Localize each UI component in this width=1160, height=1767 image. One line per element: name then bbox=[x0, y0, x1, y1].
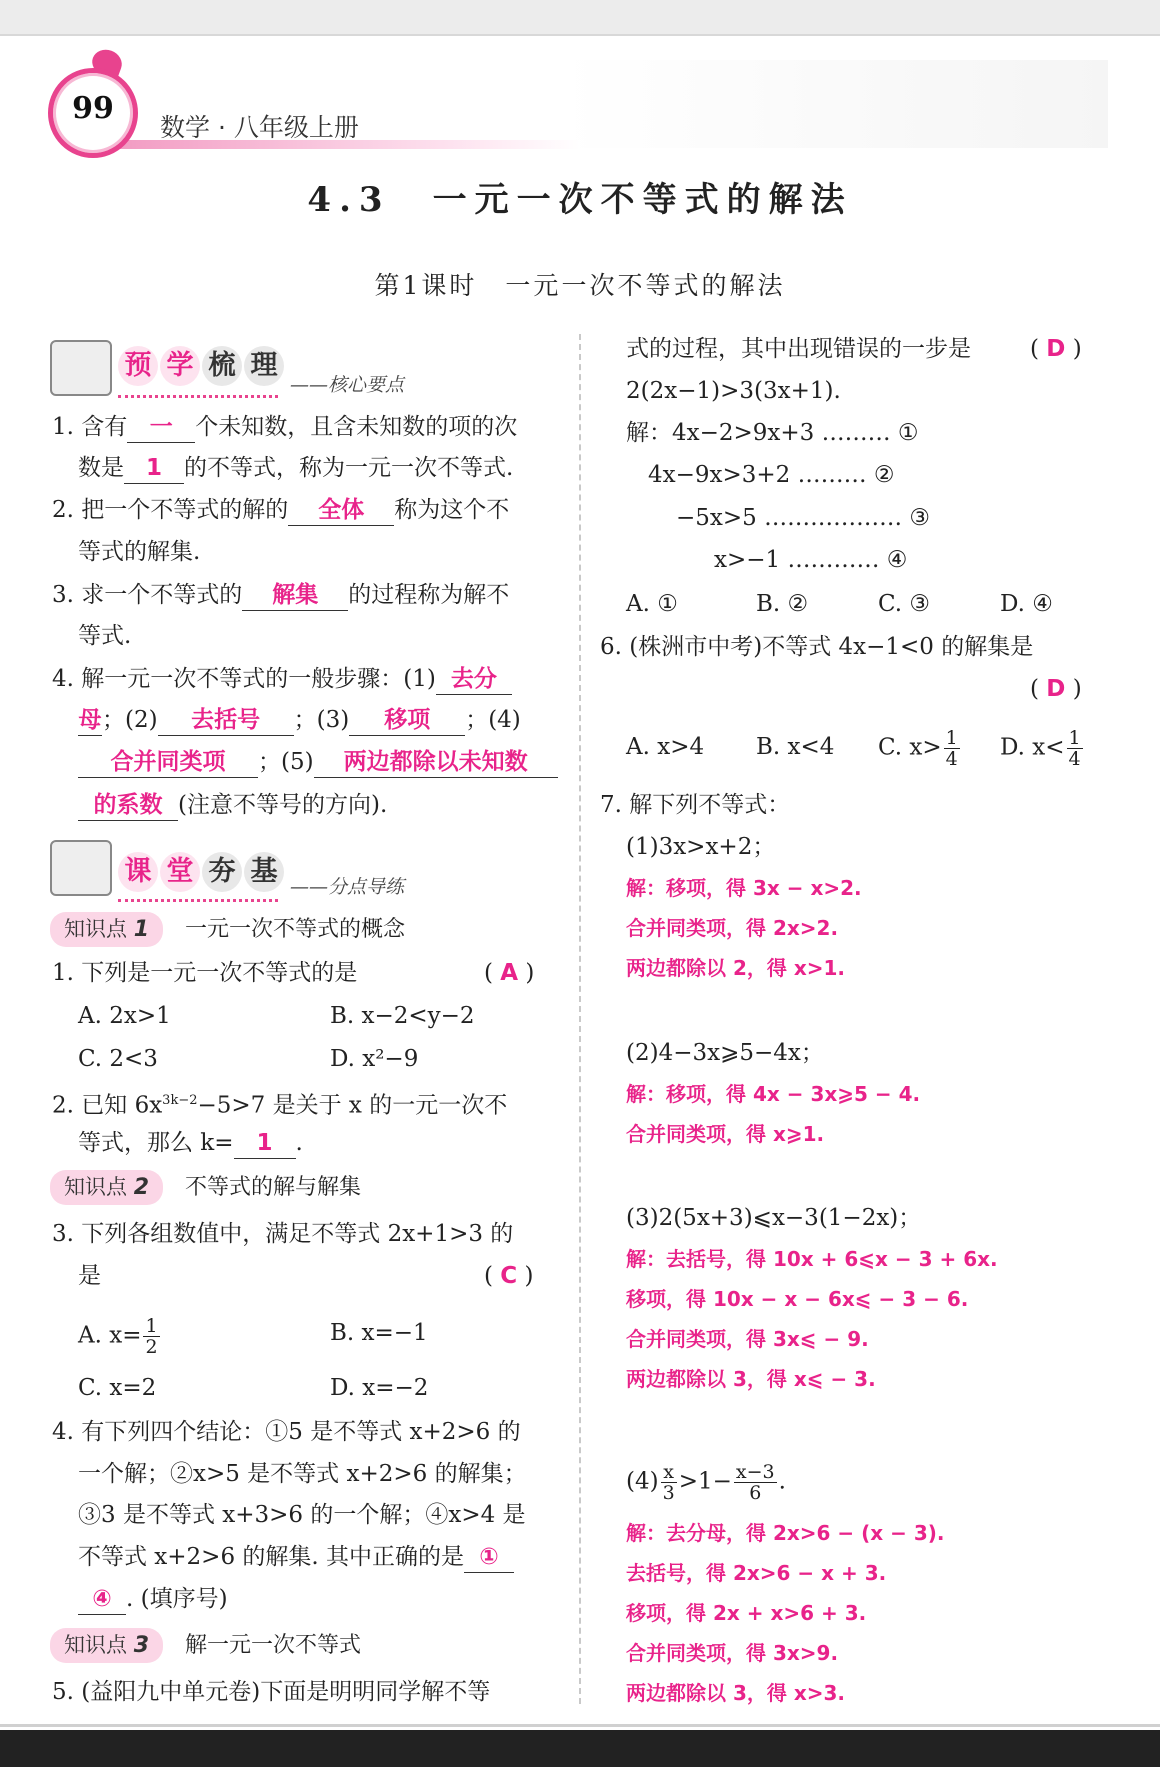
preview-q1-line2: 数是 1 的不等式，称为一元一次不等式. bbox=[78, 453, 513, 484]
q7-p1-solution-line: 解：移项，得 3x − x>2. bbox=[626, 876, 862, 900]
classroom-banner-subtitle: ——分点导练 bbox=[290, 876, 405, 898]
banner-char: 堂 bbox=[160, 852, 200, 892]
banner-char: 梳 bbox=[202, 346, 242, 386]
q4-line2: 一个解；②x>5 是不等式 x+2>6 的解集； bbox=[78, 1461, 527, 1487]
backpack-icon bbox=[50, 840, 112, 896]
q3-option-b: B. x=−1 bbox=[330, 1320, 428, 1346]
q4-line5: ④ . (填序号) bbox=[78, 1584, 228, 1615]
bottom-line bbox=[0, 1724, 1160, 1727]
q5-step-3: −5x>5 ……………… ③ bbox=[676, 505, 931, 531]
header-shade bbox=[560, 60, 1108, 148]
preview-q4-line1: 4. 解一元一次不等式的一般步骤：(1) 去分 bbox=[52, 664, 512, 695]
preview-q2-line2: 等式的解集. bbox=[78, 539, 201, 565]
q1-option-b: B. x−2<y−2 bbox=[330, 1003, 475, 1029]
q7-p4-solution-line: 两边都除以 3，得 x>3. bbox=[626, 1681, 846, 1705]
preview-q3-line1: 3. 求一个不等式的 解集 的过程称为解不 bbox=[52, 580, 509, 611]
q7-p3-solution-line: 合并同类项，得 3x⩽ − 9. bbox=[626, 1327, 869, 1351]
q5-option-a: A. ① bbox=[626, 591, 678, 617]
q2-line1: 2. 已知 $6x^{3k-2}-5>7$ 是关于 x 的一元一次不 bbox=[52, 1092, 508, 1119]
classroom-banner bbox=[118, 852, 286, 896]
banner-char: 基 bbox=[244, 852, 284, 892]
q7-p3-solution-line: 移项，得 10x − x − 6x⩽ − 3 − 6. bbox=[626, 1287, 969, 1311]
q1-stem: 1. 下列是一元一次不等式的是 bbox=[52, 960, 358, 986]
q7-part-3: (3)2(5x+3)⩽x−3(1−2x)； bbox=[626, 1205, 922, 1231]
q3-option-a: A. x= $\frac{1}{2}$ bbox=[78, 1315, 158, 1358]
q5-line1: 5. (益阳九中单元卷)下面是明明同学解不等 bbox=[52, 1679, 491, 1705]
banner-underline bbox=[118, 392, 278, 398]
q7-p2-solution-line: 解：移项，得 4x − 3x⩾5 − 4. bbox=[626, 1082, 921, 1106]
q4-line4: 不等式 x+2>6 的解集. 其中正确的是 ① bbox=[78, 1542, 514, 1573]
q3-option-d: D. x=−2 bbox=[330, 1375, 429, 1401]
q5-line2: 式的过程，其中出现错误的一步是 bbox=[626, 336, 971, 362]
book-title: 数学 · 八年级上册 bbox=[160, 113, 359, 142]
bottom-bar bbox=[0, 1730, 1160, 1767]
preview-q1-line1: 1. 含有 一 个未知数，且含未知数的项的次 bbox=[52, 412, 517, 443]
q5-option-c: C. ③ bbox=[878, 591, 931, 617]
knowledge-point-3: 知识点 3 解一元一次不等式 bbox=[50, 1628, 361, 1662]
banner-underline bbox=[118, 896, 278, 902]
column-divider bbox=[579, 334, 581, 1704]
preview-q4-line2: 母；(2) 去括号 ；(3) 移项 ；(4) bbox=[78, 705, 521, 736]
preview-q4-line3: 合并同类项 ；(5) 两边都除以未知数 bbox=[78, 747, 558, 778]
q1-option-d: D. x²−9 bbox=[330, 1046, 419, 1072]
q7-part-1: (1)3x>x+2； bbox=[626, 834, 776, 860]
q6-stem: 6. (株洲市中考)不等式 4x−1<0 的解集是 bbox=[600, 634, 1034, 660]
banner-char: 理 bbox=[244, 346, 284, 386]
page-number-badge bbox=[48, 68, 138, 158]
lesson-title: 第1课时 一元一次不等式的解法 bbox=[374, 271, 786, 300]
knowledge-point-1: 知识点 1 一元一次不等式的概念 bbox=[50, 912, 405, 946]
q7-stem: 7. 解下列不等式： bbox=[600, 792, 791, 818]
knowledge-point-2: 知识点 2 不等式的解与解集 bbox=[50, 1170, 361, 1204]
q5-step-4: x>−1 ………… ④ bbox=[714, 547, 908, 573]
q5-inequality: 2(2x−1)>3(3x+1). bbox=[626, 378, 841, 404]
q1-option-c: C. 2<3 bbox=[78, 1046, 158, 1072]
banner-char: 夯 bbox=[202, 852, 242, 892]
q1-option-a: A. 2x>1 bbox=[78, 1003, 171, 1029]
q4-line3: ③3 是不等式 x+3>6 的一个解；④x>4 是 bbox=[78, 1502, 526, 1528]
q7-p2-solution-line: 合并同类项，得 x⩾1. bbox=[626, 1122, 825, 1146]
q5-step-1: 解：4x−2>9x+3 ……… ① bbox=[626, 420, 919, 446]
q4-line1: 4. 有下列四个结论：①5 是不等式 x+2>6 的 bbox=[52, 1419, 521, 1445]
preview-q2-line1: 2. 把一个不等式的解的 全体 称为这个不 bbox=[52, 495, 509, 526]
q7-p1-solution-line: 合并同类项，得 2x>2. bbox=[626, 916, 839, 940]
banner-char: 预 bbox=[118, 346, 158, 386]
school-icon bbox=[50, 340, 112, 396]
preview-q3-line2: 等式. bbox=[78, 623, 132, 649]
q7-p3-solution-line: 解：去括号，得 10x + 6⩽x − 3 + 6x. bbox=[626, 1247, 998, 1271]
preview-banner-subtitle: ——核心要点 bbox=[290, 374, 405, 396]
top-bar bbox=[0, 0, 1160, 36]
preview-banner bbox=[118, 346, 286, 390]
banner-char: 课 bbox=[118, 852, 158, 892]
q7-part-2: (2)4−3x⩾5−4x； bbox=[626, 1040, 824, 1066]
q3-stem: 3. 下列各组数值中，满足不等式 2x+1>3 的 bbox=[52, 1221, 514, 1247]
section-title: 4.3 一元一次不等式的解法 bbox=[307, 180, 853, 220]
q5-answer: ( D ) bbox=[1030, 336, 1082, 362]
q7-p1-solution-line: 两边都除以 2，得 x>1. bbox=[626, 956, 846, 980]
q3-stem-2: 是 bbox=[78, 1263, 101, 1289]
page-number: 99 bbox=[72, 91, 114, 126]
q5-step-2: 4x−9x>3+2 ……… ② bbox=[648, 462, 895, 488]
q6-option-b: B. x<4 bbox=[756, 734, 835, 760]
q7-p4-solution-line: 合并同类项，得 3x>9. bbox=[626, 1641, 839, 1665]
q7-p4-solution-line: 解：去分母，得 2x>6 − (x − 3). bbox=[626, 1521, 945, 1545]
q7-p3-solution-line: 两边都除以 3，得 x⩽ − 3. bbox=[626, 1367, 876, 1391]
q7-p4-solution-line: 去括号，得 2x>6 − x + 3. bbox=[626, 1561, 887, 1585]
q5-option-b: B. ② bbox=[756, 591, 809, 617]
preview-q4-line4: 的系数 (注意不等号的方向). bbox=[78, 790, 387, 821]
q6-option-c: C. x> $\frac{1}{4}$ bbox=[878, 727, 958, 770]
q3-option-c: C. x=2 bbox=[78, 1375, 157, 1401]
q6-option-a: A. x>4 bbox=[626, 734, 705, 760]
banner-char: 学 bbox=[160, 346, 200, 386]
q2-line2: 等式，那么 k= 1 . bbox=[78, 1128, 303, 1159]
q7-part-4: (4) $\frac{x}{3}$ >1− $\frac{x-3}{6}$ . bbox=[626, 1461, 786, 1504]
q7-p4-solution-line: 移项，得 2x + x>6 + 3. bbox=[626, 1601, 867, 1625]
q1-answer: ( A ) bbox=[484, 960, 535, 986]
q6-option-d: D. x< $\frac{1}{4}$ bbox=[1000, 727, 1081, 770]
q6-answer: ( D ) bbox=[1030, 676, 1082, 702]
q5-option-d: D. ④ bbox=[1000, 591, 1053, 617]
q3-answer: ( C ) bbox=[484, 1263, 534, 1289]
